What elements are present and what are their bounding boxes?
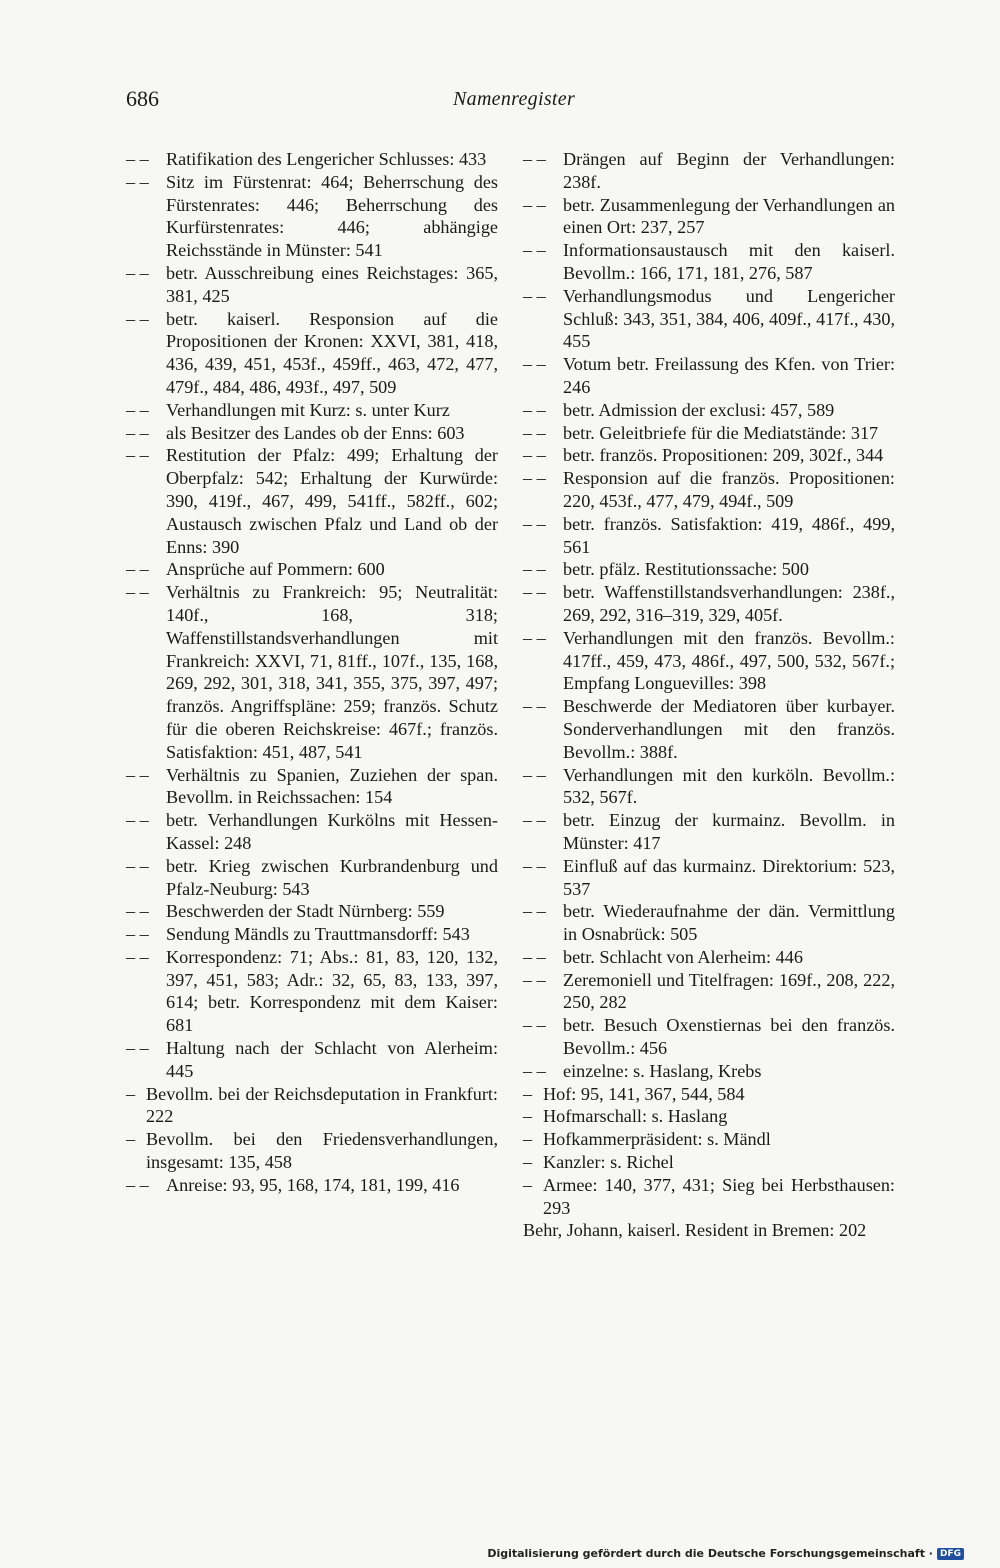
index-entry [126,308,498,399]
entry-dashes: – – [523,1060,546,1081]
entry-dashes: – – [126,422,149,443]
index-entry [523,900,895,946]
index-entry [126,581,498,763]
entry-text: Verhältnis zu Frankreich: 95; Neutralität: 140f., 168, 318; Waffenstillstandsverhandlungen mit Frankreich: XXVI, 71, 81ff., 107f., 135, 168, 269, 292, 301, 318, 341, 355, 375, 397, 497; französ. Angriffspläne: 259; französ. Schutz für die oberen Reichskreise: 467f.; französ. Satisfaktion: 451, 487, 541 [166,582,498,762]
entry-dashes: – – [126,262,149,283]
index-entry [523,513,895,559]
index-entry [126,262,498,308]
entry-text: Sendung Mändls zu Trauttmansdorff: 543 [166,924,470,945]
index-entry [126,558,498,581]
index-entry [523,1105,895,1128]
index-entry [523,764,895,810]
entry-text: Ansprüche auf Pommern: 600 [166,559,385,580]
index-entry [523,194,895,240]
entry-dashes: – – [523,422,546,443]
index-entry [126,171,498,262]
entry-text: Verhandlungsmodus und Lengericher Schluß: 343, 351, 384, 406, 409f., 417f., 430, 455 [563,285,895,352]
entry-text: betr. pfälz. Restitutionssache: 500 [563,559,809,580]
entry-dashes: – [523,1106,533,1127]
entry-dashes: – – [523,468,546,489]
index-entry [523,353,895,399]
entry-text: Verhandlungen mit den kurköln. Bevollm.: 532, 567f. [563,764,895,808]
entry-text: betr. Geleitbriefe für die Mediatstände: 317 [563,422,879,443]
index-entry [126,1037,498,1083]
index-entry [126,1083,498,1129]
index-entry [126,422,498,445]
index-entry [126,923,498,946]
entry-text: betr. Krieg zwischen Kurbrandenburg und Pfalz-Neuburg: 543 [166,855,498,899]
entry-text: Verhältnis zu Spanien, Zuziehen der span. Bevollm. in Reichssachen: 154 [166,764,498,808]
entry-dashes: – [523,1152,533,1173]
entry-text: betr. Einzug der kurmainz. Bevollm. in Münster: 417 [563,810,895,853]
index-entry [523,285,895,353]
entry-text: Ratifikation des Lengericher Schlusses: 433 [166,149,487,169]
entry-dashes: – [523,1129,533,1150]
index-entry [126,1128,498,1174]
entry-text: Responsion auf die französ. Propositionen: 220, 453f., 477, 479, 494f., 509 [563,468,895,511]
entry-text: betr. Zusammenlegung der Verhandlungen an einen Ort: 237, 257 [563,194,895,238]
index-entry [126,444,498,558]
entry-text: Zeremoniell und Titelfragen: 169f., 208, 222, 250, 282 [563,969,895,1013]
running-head: Namenregister [453,88,576,110]
digitization-credit [487,1547,964,1560]
entry-dashes: – – [523,285,546,306]
entry-text: Korrespondenz: 71; Abs.: 81, 83, 120, 132, 397, 451, 583; Adr.: 32, 65, 83, 133, 397, 614; betr. Korrespondenz mit dem Kaiser: 681 [166,946,498,1036]
index-entry [523,627,895,695]
index-entry [523,239,895,285]
entry-dashes: – – [523,901,546,922]
entry-dashes: – – [523,855,546,876]
entry-text: Bevollm. bei den Friedensverhandlungen, insgesamt: 135, 458 [146,1129,498,1173]
entry-text: Drängen auf Beginn der Verhandlungen: 238f. [563,149,895,192]
entry-text: Votum betr. Freilassung des Kfen. von Trier: 246 [563,354,895,397]
entry-text: Beschwerde der Mediatoren über kurbayer. Sonderverhandlungen mit den französ. Bevollm.: 388f. [563,696,895,762]
entry-text: Haltung nach der Schlacht von Alerheim: 445 [166,1038,498,1081]
index-entry [126,900,498,923]
entry-text: betr. französ. Satisfaktion: 419, 486f., 499, 561 [563,513,895,557]
entry-text: Hof: 95, 141, 367, 544, 584 [543,1083,745,1104]
entry-dashes: – – [126,764,149,785]
entry-dashes: – – [523,240,546,261]
entry-dashes: – – [523,1015,546,1036]
index-entry [126,1174,498,1197]
entry-text: Kanzler: s. Richel [543,1152,674,1173]
entry-dashes: – [126,1083,136,1104]
entry-text: Sitz im Fürstenrat: 464; Beherrschung des Fürstenrates: 446; Beherrschung des Kurfürstenrates: 446; abhängige Reichsstände in Münster: 541 [166,171,498,261]
index-entry [523,855,895,901]
index-entry [523,1014,895,1060]
page-number: 686 [126,86,159,111]
index-entry [523,1151,895,1174]
entry-text: Informationsaustausch mit den kaiserl. Bevollm.: 166, 171, 181, 276, 587 [563,240,895,283]
index-entry [126,399,498,422]
entry-dashes: – – [523,559,546,580]
index-entry [126,809,498,855]
entry-text: betr. Admission der exclusi: 457, 589 [563,399,835,420]
entry-text: Bevollm. bei der Reichsdeputation in Frankfurt: 222 [146,1083,498,1127]
entry-dashes: – – [523,969,546,990]
index-entry [523,467,895,513]
dfg-logo: DFG [937,1548,964,1560]
entry-dashes: – – [523,149,546,169]
entry-text: einzelne: s. Haslang, Krebs [563,1060,762,1081]
entry-text: Anreise: 93, 95, 168, 174, 181, 199, 416 [166,1174,460,1195]
entry-dashes: – – [523,946,546,967]
index-entry [523,1083,895,1106]
entry-dashes: – – [126,924,149,945]
index-entry [523,558,895,581]
index-entry [126,855,498,901]
entry-text: Einfluß auf das kurmainz. Direktorium: 523, 537 [563,855,895,899]
entry-text: betr. Besuch Oxenstiernas bei den französ. Bevollm.: 456 [563,1015,895,1059]
entry-dashes: – – [126,901,149,922]
index-entry [523,148,895,194]
index-entry [126,764,498,810]
entry-text: betr. Wiederaufnahme der dän. Vermittlung in Osnabrück: 505 [563,901,895,945]
entry-dashes: – – [126,855,149,876]
entry-text: als Besitzer des Landes ob der Enns: 603 [166,422,465,443]
entry-dashes: – – [523,582,546,603]
entry-text: betr. Ausschreibung eines Reichstages: 365, 381, 425 [166,262,498,306]
entry-text: betr. kaiserl. Responsion auf die Propositionen der Kronen: XXVI, 381, 418, 436, 439, 451, 453f., 459ff., 463, 472, 477, 479f., 484, 486, 493f., 497, 509 [166,308,498,397]
entry-dashes: – – [523,810,546,831]
entry-dashes: – – [523,445,546,466]
entry-dashes: – – [126,445,149,466]
index-entry [523,1174,895,1220]
entry-dashes: – – [126,810,149,831]
entry-dashes: – [523,1174,533,1195]
entry-dashes: – – [126,399,149,420]
entry-text: Armee: 140, 377, 431; Sieg bei Herbsthausen: 293 [543,1174,895,1218]
entry-dashes: – [126,1129,136,1150]
entry-text: Hofmarschall: s. Haslang [543,1106,728,1127]
index-entry [523,695,895,763]
index-entry [523,1060,895,1083]
index-entry [523,1128,895,1151]
index-column-left [126,148,498,1197]
entry-dashes: – – [523,627,546,648]
index-entry [126,148,498,171]
entry-dashes: – – [523,764,546,785]
entry-text: betr. Verhandlungen Kurkölns mit Hessen-Kassel: 248 [166,810,498,853]
index-entry [523,1219,895,1242]
entry-text: betr. Waffenstillstandsverhandlungen: 238f., 269, 292, 316–319, 329, 405f. [563,582,895,625]
index-entry [523,444,895,467]
entry-dashes: – – [126,1174,149,1195]
entry-text: Verhandlungen mit den französ. Bevollm.: 417ff., 459, 473, 486f., 497, 500, 532, 567f.; Empfang Longuevilles: 398 [563,627,895,694]
entry-dashes: – – [523,696,546,717]
index-entry [523,581,895,627]
entry-dashes: – – [126,149,149,169]
entry-dashes: – – [126,946,149,967]
entry-dashes: – – [126,171,149,192]
entry-text: Behr, Johann, kaiserl. Resident in Bremen: 202 [523,1220,867,1241]
entry-text: betr. Schlacht von Alerheim: 446 [563,946,803,967]
entry-dashes: – – [126,582,149,603]
entry-text: betr. französ. Propositionen: 209, 302f., 344 [563,445,884,466]
entry-dashes: – – [523,513,546,534]
entry-dashes: – – [523,354,546,375]
entry-dashes: – – [126,559,149,580]
index-entry [523,809,895,855]
index-entry [523,422,895,445]
index-entry [523,946,895,969]
entry-dashes: – [523,1083,533,1104]
entry-dashes: – – [523,399,546,420]
index-entry [523,399,895,422]
entry-dashes: – – [523,194,546,215]
index-entry [523,969,895,1015]
credit-text: Digitalisierung gefördert durch die Deutsche Forschungsgemeinschaft · [487,1547,933,1560]
index-column-right [523,148,895,1242]
entry-text: Beschwerden der Stadt Nürnberg: 559 [166,901,445,922]
entry-text: Restitution der Pfalz: 499; Erhaltung der Oberpfalz: 542; Erhaltung der Kurwürde: 390, 419f., 467, 499, 541ff., 582ff., 602; Austausch zwischen Pfalz und Land ob der Enns: 390 [166,445,498,557]
entry-text: Verhandlungen mit Kurz: s. unter Kurz [166,399,450,420]
entry-text: Hofkammerpräsident: s. Mändl [543,1129,771,1150]
entry-dashes: – – [126,308,149,329]
index-entry [126,946,498,1037]
entry-dashes: – – [126,1038,149,1059]
